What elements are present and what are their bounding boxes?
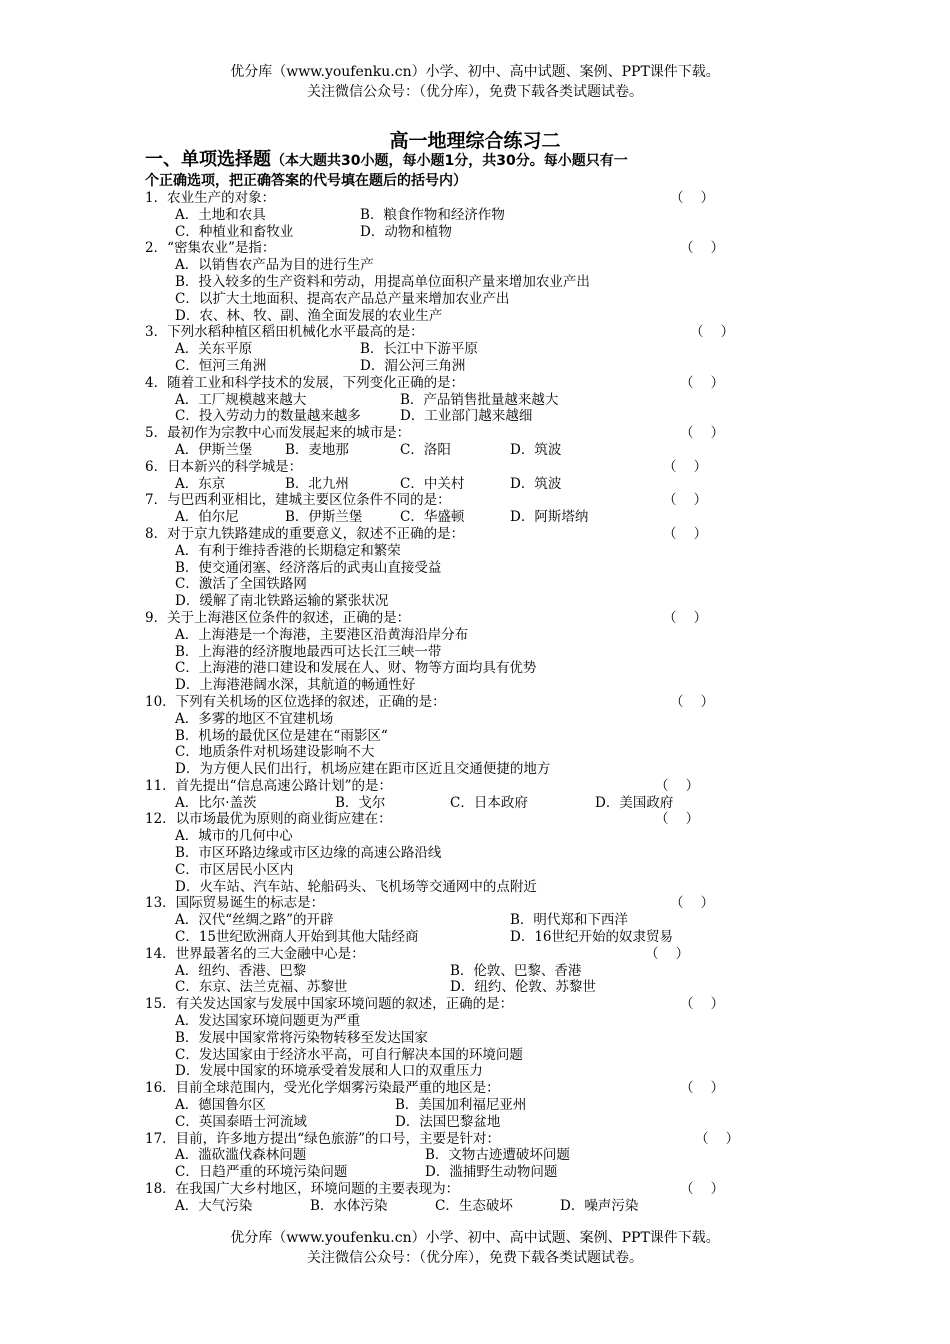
answer-option: B．粮食作物和经济作物	[360, 206, 505, 223]
answer-option: B．产品销售批量越来越大	[400, 391, 559, 408]
answer-blank: （ ）	[680, 996, 725, 1013]
answer-option: C．15世纪欧洲商人开始到其他大陆经商	[175, 929, 419, 946]
question-stem: 16．目前全球范围内，受光化学烟雾污染最严重的地区是：	[145, 1080, 500, 1097]
answer-option: C．日本政府	[450, 794, 528, 811]
question-item	[145, 778, 845, 812]
page-footer	[0, 1228, 950, 1268]
answer-option: B．使交通闭塞、经济落后的武夷山直接受益	[175, 559, 442, 576]
question-stem: 15．有关发达国家与发展中国家环境问题的叙述，正确的是：	[145, 996, 514, 1013]
answer-blank: （ ）	[680, 1181, 725, 1198]
answer-option: D．为方便人民们出行，机场应建在距市区近且交通便捷的地方	[175, 761, 551, 778]
answer-option: C．洛阳	[400, 441, 451, 458]
answer-option: B．上海港的经济腹地最西可达长江三峡一带	[175, 643, 442, 660]
answer-option: A．关东平原	[175, 341, 253, 358]
answer-option: A．伊斯兰堡	[175, 441, 253, 458]
answer-option: D．发展中国家的环境承受着发展和人口的双重压力	[175, 1063, 483, 1080]
question-stem: 12．以市场最优为原则的商业街应建在：	[145, 811, 392, 828]
answer-option: B．伦敦、巴黎、香港	[450, 962, 582, 979]
answer-option: B．伊斯兰堡	[285, 509, 363, 526]
question-item	[145, 459, 845, 493]
answer-blank: （ ）	[680, 240, 725, 257]
question-item	[145, 190, 845, 240]
answer-option: D．阿斯塔纳	[510, 509, 589, 526]
answer-option: A．有利于维持香港的长期稳定和繁荣	[175, 542, 401, 559]
header-line: 关注微信公众号：（优分库），免费下载各类试题试卷。	[307, 84, 643, 100]
answer-blank: （ ）	[663, 492, 708, 509]
answer-option: B．投入较多的生产资料和劳动，用提高单位面积产量来增加农业产出	[175, 273, 590, 290]
answer-option: B．文物古迹遭破坏问题	[425, 1147, 570, 1164]
answer-option: B．北九州	[285, 475, 349, 492]
answer-option: A．比尔·盖茨	[175, 794, 257, 811]
answer-option: D．美国政府	[595, 794, 674, 811]
answer-option: A．城市的几何中心	[175, 828, 293, 845]
answer-option: C．英国泰晤士河流域	[175, 1113, 307, 1130]
footer-line: 优分库（www.youfenku.cn）小学、初中、高中试题、案例、PPT课件下载。	[230, 1230, 720, 1246]
answer-blank: （ ）	[670, 693, 715, 710]
answer-option: D．动物和植物	[360, 223, 452, 240]
answer-option: D．滥捕野生动物问题	[425, 1164, 558, 1181]
question-stem: 13．国际贸易诞生的标志是：	[145, 895, 325, 912]
question-stem: 7．与巴西利亚相比，建城主要区位条件不同的是：	[145, 492, 451, 509]
question-item	[145, 811, 845, 895]
question-stem: 5．最初作为宗教中心而发展起来的城市是：	[145, 425, 411, 442]
answer-option: B．美国加利福尼亚州	[395, 1097, 527, 1114]
question-item	[145, 324, 845, 374]
answer-option: C．以扩大土地面积、提高农产品总产量来增加农业产出	[175, 290, 510, 307]
question-stem: 8．对于京九铁路建成的重要意义，叙述不正确的是：	[145, 525, 465, 542]
answer-blank: （ ）	[680, 1080, 725, 1097]
answer-option: A．东京	[175, 475, 226, 492]
answer-option: B．水体污染	[310, 1197, 388, 1214]
answer-option: A．发达国家环境问题更为严重	[175, 1013, 361, 1030]
answer-option: D．噪声污染	[560, 1197, 639, 1214]
question-item	[145, 425, 845, 459]
question-item	[145, 996, 845, 1080]
section-heading	[145, 150, 825, 191]
header-line: 优分库（www.youfenku.cn）小学、初中、高中试题、案例、PPT课件下载。	[230, 64, 720, 80]
answer-option: A．纽约、香港、巴黎	[175, 962, 307, 979]
answer-option: C．激活了全国铁路网	[175, 576, 307, 593]
answer-option: D．农、林、牧、副、渔全面发展的农业生产	[175, 307, 443, 324]
question-item	[145, 375, 845, 425]
question-item	[145, 1181, 845, 1215]
question-item	[145, 1080, 845, 1130]
question-item	[145, 946, 845, 996]
answer-option: B．市区环路边缘或市区边缘的高速公路沿线	[175, 845, 442, 862]
answer-option: D．湄公河三角洲	[360, 357, 466, 374]
answer-option: D．上海港港阔水深，其航道的畅通性好	[175, 677, 416, 694]
answer-option: B．麦地那	[285, 441, 349, 458]
answer-option: A．上海港是一个海港，主要港区沿黄海沿岸分布	[175, 626, 469, 643]
answer-option: B．长江中下游平原	[360, 341, 478, 358]
question-stem: 10．下列有关机场的区位选择的叙述，正确的是：	[145, 693, 446, 710]
answer-option: C．上海港的港口建设和发展在人、财、物等方面均具有优势	[175, 660, 537, 677]
answer-option: A．滥砍滥伐森林问题	[175, 1147, 307, 1164]
answer-blank: （ ）	[645, 945, 690, 962]
answer-option: A．伯尔尼	[175, 509, 239, 526]
answer-option: D．法国巴黎盆地	[395, 1113, 501, 1130]
question-stem: 4．随着工业和科学技术的发展，下列变化正确的是：	[145, 374, 465, 391]
answer-blank: （ ）	[680, 425, 725, 442]
answer-blank: （ ）	[690, 324, 735, 341]
answer-blank: （ ）	[670, 895, 715, 912]
question-item	[145, 526, 845, 610]
answer-option: B．戈尔	[335, 794, 386, 811]
answer-option: C．日趋严重的环境污染问题	[175, 1164, 348, 1181]
question-item	[145, 240, 845, 324]
answer-option: D．16世纪开始的奴隶贸易	[510, 929, 674, 946]
answer-option: B．明代郑和下西洋	[510, 912, 628, 929]
answer-option: D．缓解了南北铁路运输的紧张状况	[175, 593, 389, 610]
question-stem: 18．在我国广大乡村地区，环境问题的主要表现为：	[145, 1181, 460, 1198]
question-stem: 6．日本新兴的科学城是：	[145, 458, 303, 475]
answer-blank: （ ）	[663, 525, 708, 542]
answer-blank: （ ）	[670, 190, 715, 206]
footer-line: 关注微信公众号：（优分库），免费下载各类试题试卷。	[307, 1250, 643, 1266]
answer-option: C．生态破坏	[435, 1197, 513, 1214]
question-item	[145, 1131, 845, 1181]
answer-option: A．汉代“丝绸之路”的开辟	[175, 912, 334, 929]
answer-option: C．恒河三角洲	[175, 357, 267, 374]
answer-option: C．投入劳动力的数量越来越多	[175, 408, 361, 425]
answer-option: D．筑波	[510, 475, 562, 492]
question-stem: 17．目前，许多地方提出“绿色旅游”的口号，主要是针对：	[145, 1130, 500, 1147]
answer-option: C．中关村	[400, 475, 465, 492]
question-stem: 9．关于上海港区位条件的叙述，正确的是：	[145, 609, 411, 626]
question-item	[145, 694, 845, 778]
answer-option: C．发达国家由于经济水平高，可自行解决本国的环境问题	[175, 1046, 523, 1063]
section-note: 个正确选项，把正确答案的代号填在题后的括号内）	[145, 173, 467, 189]
question-item	[145, 610, 845, 694]
answer-blank: （ ）	[655, 777, 700, 794]
answer-blank: （ ）	[663, 458, 708, 475]
answer-option: B．发展中国家常将污染物转移至发达国家	[175, 1029, 428, 1046]
question-stem: 1．农业生产的对象：	[145, 190, 276, 206]
answer-option: B．机场的最优区位是建在“雨影区“	[175, 727, 388, 744]
answer-option: A．工厂规模越来越大	[175, 391, 307, 408]
answer-option: D．筑波	[510, 441, 562, 458]
answer-option: C．市区居民小区内	[175, 861, 294, 878]
answer-option: C．华盛顿	[400, 509, 465, 526]
answer-option: A．大气污染	[175, 1197, 253, 1214]
answer-blank: （ ）	[663, 609, 708, 626]
answer-option: D．纽约、伦敦、苏黎世	[450, 979, 596, 996]
section-note: （本大题共30小题，每小题1分，共30分。每小题只有一	[271, 153, 628, 169]
answer-option: A．以销售农产品为目的进行生产	[175, 257, 374, 274]
question-stem: 2．“密集农业”是指：	[145, 240, 276, 257]
page-header	[0, 62, 950, 102]
answer-blank: （ ）	[680, 374, 725, 391]
answer-blank: （ ）	[695, 1130, 740, 1147]
answer-option: A．多雾的地区不宜建机场	[175, 710, 334, 727]
page-title: 高一地理综合练习二	[389, 130, 561, 152]
answer-option: A．德国鲁尔区	[175, 1097, 266, 1114]
question-list	[145, 190, 845, 1215]
answer-option: D．火车站、汽车站、轮船码头、飞机场等交通网中的点附近	[175, 878, 537, 895]
question-item	[145, 492, 845, 526]
answer-option: A．土地和农具	[175, 206, 266, 223]
question-item	[145, 895, 845, 945]
answer-option: C．种植业和畜牧业	[175, 223, 294, 240]
answer-option: D．工业部门越来越细	[400, 408, 533, 425]
answer-option: C．东京、法兰克福、苏黎世	[175, 979, 348, 996]
question-stem: 14．世界最著名的三大金融中心是：	[145, 945, 365, 962]
answer-option: C．地质条件对机场建设影响不大	[175, 744, 375, 761]
section-title: 一、单项选择题	[145, 149, 271, 170]
question-stem: 11．首先提出“信息高速公路计划”的是：	[145, 777, 392, 794]
question-stem: 3．下列水稻种植区稻田机械化水平最高的是：	[145, 324, 424, 341]
answer-blank: （ ）	[655, 811, 700, 828]
